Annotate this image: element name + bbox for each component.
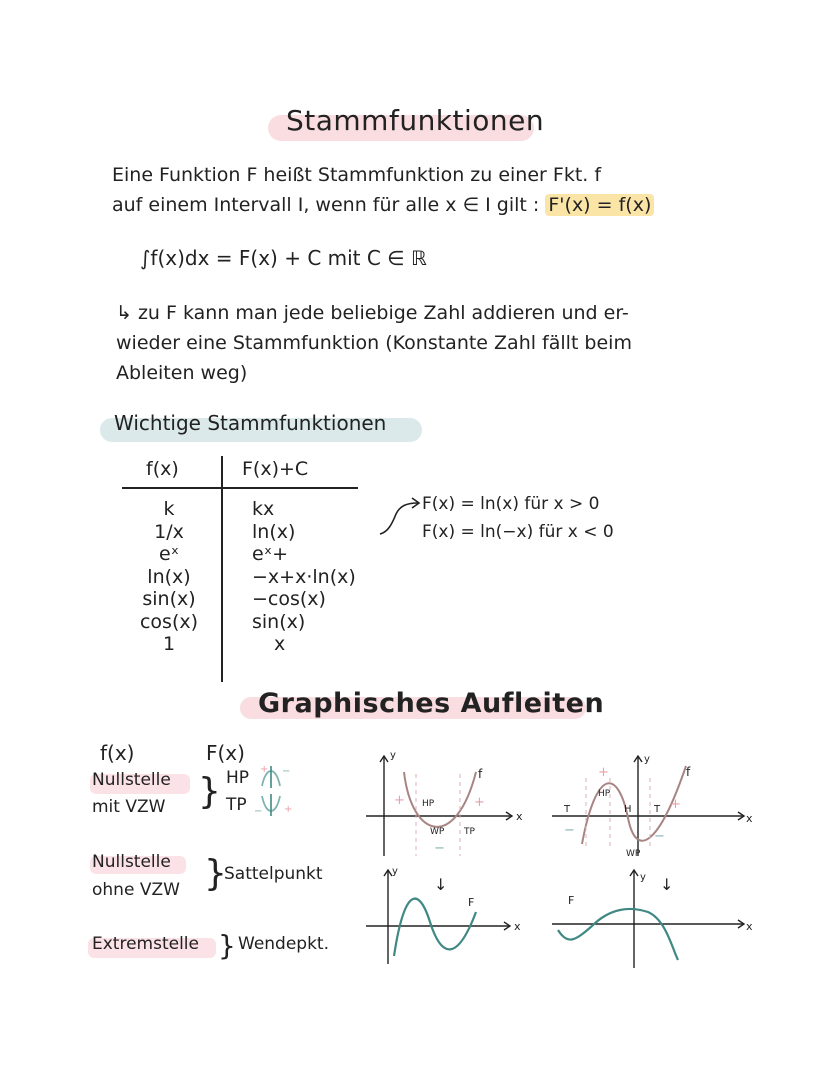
table-col-F [252, 498, 356, 656]
table-cell-F: kx [252, 498, 275, 520]
table-cell-f: k [163, 498, 175, 520]
graph-top-left [360, 748, 530, 860]
note-line-1: ↳ zu F kann man jede beliebige Zahl addieren und er- [116, 302, 629, 324]
axis-x-label: x [746, 920, 753, 933]
sattelpunkt-label: Sattelpunkt [224, 864, 323, 884]
tp-label: TP [226, 795, 247, 815]
axis-y-label: y [390, 750, 396, 761]
ohne-vzw-label: ohne VZW [92, 880, 180, 900]
integral-formula: ∫f(x)dx = F(x) + C mit C ∈ ℝ [140, 246, 427, 270]
table-cell-F: ln(x) [252, 520, 296, 543]
note-line-3: Ableiten weg) [116, 362, 248, 384]
brace-icon: } [198, 771, 221, 812]
mit-vzw-label: mit VZW [92, 797, 166, 817]
arrow-down-icon: ↓ [434, 875, 448, 894]
svg-text:+: + [284, 804, 293, 815]
sign-plus: + [598, 765, 609, 780]
table-cell-f: 1/x [154, 520, 184, 543]
stammfunktion-table [120, 456, 360, 684]
ln-note-arrow [374, 494, 424, 538]
note-line-2: wieder eine Stammfunktion (Konstante Zahl fällt beim [116, 332, 632, 354]
axis-x-label: x [514, 920, 521, 933]
sign-minus: − [654, 829, 665, 844]
definition-line-1: Eine Funktion F heißt Stammfunktion zu einer Fkt. f [112, 164, 602, 186]
svg-text:−: − [282, 766, 291, 777]
hp-tp-sketch-icon [254, 762, 318, 820]
curve-label-F: F [568, 894, 575, 907]
axis-x-label: x [746, 812, 753, 825]
curve-label-f: f [686, 765, 691, 779]
wp-mark: WP [430, 827, 445, 837]
section2-title: Graphisches Aufleiten [258, 688, 605, 719]
subtitle: Wichtige Stammfunktionen [114, 411, 387, 435]
table-header-F: F(x)+C [242, 458, 309, 480]
axis-x-label: x [516, 810, 523, 823]
graph-bottom-left [360, 860, 530, 972]
brace-icon: } [204, 853, 227, 894]
definition-line-2-text: auf einem Intervall I, wenn für alle x ∈ I gilt : [112, 194, 540, 216]
section2-head-f: f(x) [100, 741, 135, 765]
table-cell-F: −x+x·ln(x) [252, 565, 356, 588]
table-cell-F: eˣ+ [252, 543, 289, 565]
ln-note-2: F(x) = ln(−x) für x < 0 [422, 522, 614, 542]
table-cell-F: x [274, 633, 286, 655]
graph-top-right [546, 748, 756, 860]
curve-label-f: f [478, 767, 483, 781]
sign-minus: − [564, 823, 575, 838]
curve-label-F: F [468, 896, 475, 909]
table-vertical-rule [221, 456, 223, 682]
hp-mark: HP [422, 799, 435, 809]
t-mark: T [654, 804, 661, 815]
table-horizontal-rule [122, 487, 358, 489]
t-mark: T [564, 804, 571, 815]
sign-plus: + [394, 793, 405, 808]
table-cell-F: −cos(x) [252, 588, 326, 610]
wp-mark: WP [626, 849, 641, 859]
derivative-condition: F'(x) = f(x) [545, 194, 654, 216]
svg-text:+: + [260, 764, 269, 775]
axis-y-label: y [640, 872, 646, 883]
table-cell-f: ln(x) [147, 565, 191, 588]
table-cell-F: sin(x) [252, 610, 306, 633]
table-cell-f: sin(x) [142, 588, 196, 610]
svg-text:−: − [254, 806, 263, 817]
extremstelle-label: Extremstelle [92, 934, 199, 954]
table-cell-f: 1 [162, 633, 176, 655]
wendepunkt-label: Wendepkt. [238, 934, 330, 954]
brace-icon: } [218, 929, 236, 962]
sign-plus: + [474, 795, 485, 810]
hp-label: HP [226, 768, 250, 788]
tp-mark: TP [464, 827, 475, 837]
table-cell-f: eˣ [158, 543, 180, 565]
ln-note-1: F(x) = ln(x) für x > 0 [422, 494, 600, 514]
definition-line-2 [112, 190, 654, 220]
graph-bottom-right [546, 860, 756, 972]
arrow-down-icon: ↓ [660, 875, 674, 894]
axis-y-label: y [644, 754, 650, 765]
sign-plus: + [670, 797, 681, 812]
table-header-f: f(x) [146, 458, 179, 480]
axis-y-label: y [392, 866, 398, 877]
section2-head-F: F(x) [206, 741, 245, 765]
nullstelle-mit-label: Nullstelle [92, 770, 171, 790]
sign-minus: − [434, 841, 445, 856]
table-cell-f: cos(x) [139, 610, 199, 633]
hp-mark: HP [598, 789, 611, 799]
nullstelle-ohne-label: Nullstelle [92, 852, 171, 872]
page-title: Stammfunktionen [286, 104, 545, 137]
table-col-f [120, 498, 218, 656]
h-mark: H [624, 804, 632, 815]
